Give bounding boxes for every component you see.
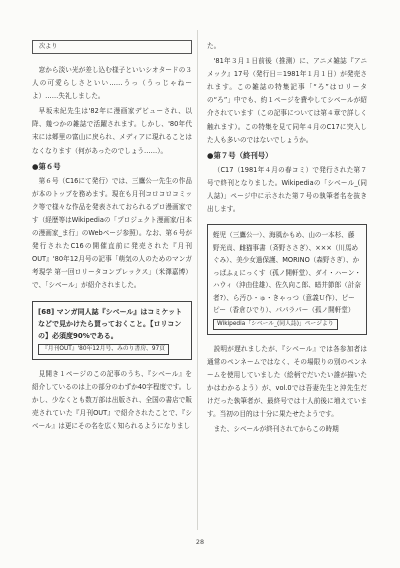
left-column — [32, 40, 192, 435]
quote-caption: 『月刊OUT』'80年12月号、みのり書房、97頁 — [38, 344, 169, 355]
paragraph: （C17（1981年４月の春コミ）で発行された第７号で終刊となりました。Wikipediaの「シベール_(同人誌)」ページ中に示された第７号の執筆者名を抜き出します。 — [207, 165, 367, 214]
paragraph: た。 — [207, 42, 221, 50]
paragraph: '81年３月１日前後（推測）に、アニメ雑誌『アニメック』17号（発行日＝1981年１月１日）が発売されます。この雑誌の特集記事「“ろ”はロリータの“ろ”」中でも、約１ページを費やしてシベールが紹介されています（この記事については第４章で詳しく触れます）。この特集を見て同年４月のC17に突入した人も多いのではないでしょうか。 — [207, 57, 367, 144]
section-heading: ●第６号 — [32, 161, 61, 171]
paragraph: また、シベールが終刊されてからこの時期 — [213, 425, 339, 434]
paragraph: 窓から淡い光が差し込む様子といいシオタードの３人の可愛らしさといい……うっ（うっじゃねーよ）……失礼しました。 — [32, 66, 192, 101]
column-divider — [197, 30, 198, 530]
page-number: 28 — [195, 538, 205, 546]
contributor-list: 蛭児（三鷹公一）、海風かもめ、山の一本杉、藤野光貢、雌猫事書（斉野ささぎ）、×××（川馬めぐみ）、美少女過保護、MORINO（森野さぎ）、かっぱふぇにっくす（孤ノ開軒堂）、ダイ・ハーン・ハウィ（沖由佳雄）、佐久向こ郎、暗井節郎（計奈者?）、ら汚ひ・ゅ・きゃっつ（意義Ｕ作）、ピーピー（香倉ひでり）、パパラパー（孤ノ開軒堂） — [213, 231, 361, 315]
paragraph: 見開き１ページのこの記事のうち、『シベール』を紹介しているのは上の部分のわずか40字程度です。しかし、少なくとも数万部は出版され、全国の書店で販売されていた『月刊OUT』で紹介されたことで、『シベール』は更にその名を広く知られるようになりまし — [32, 369, 192, 430]
header-box: 次より — [32, 40, 192, 54]
section-heading: ●第７号（終刊号） — [207, 150, 273, 160]
paragraph: 説明が遅れましたが、『シベール』では各参加者は通常のペンネームではなく、その場限りの別のペンネームを使用していました（絵柄でだいたい誰が描いたかはわかるよう）が、vol.0では吾妻先生と沖先生だけだった執筆者が、最終号では十人前後に増えています。当初の目的は十分に果たせたようです。 — [207, 344, 367, 419]
contributor-box — [207, 224, 367, 335]
quote-box — [32, 301, 192, 360]
paragraph: 早坂未紀先生は'82年に漫画家デビューされ、以降、幾つかの雑誌で活躍されます。しかし、'80年代末には郷里の富山に戻られ、メディアに現れることはなくなります（何があったのでしょう……）。 — [32, 107, 192, 155]
right-column — [207, 40, 367, 438]
paragraph: 第６号（C16にて発行）では、三鷹公一先生の作品が本のトップを務めます。現在も月刊コロコロコミック等で様々な作品を発表されておられるプロ漫画家です（経歴等はWikipediaの「プロジェクト漫画家/日本の漫画家_ま行」のWebページ参照）。なお、第６号が発行されたC16の開催直前に発売された『月刊OUT』'80年12月号の記事「萌気の人のためのマンガ考現学 第一回ロリータコンプレックス」（米澤嘉博）で、「シベール」が紹介されました。 — [32, 176, 192, 290]
quote-title: [68] マンガ同人誌『シベール』はコミケットなどで見かけたら買っておくこと。【ロリコンの】必須度90%である。 — [38, 307, 183, 340]
contributor-caption: Wikipedia「シベール_(同人誌)」ページより — [213, 319, 338, 330]
